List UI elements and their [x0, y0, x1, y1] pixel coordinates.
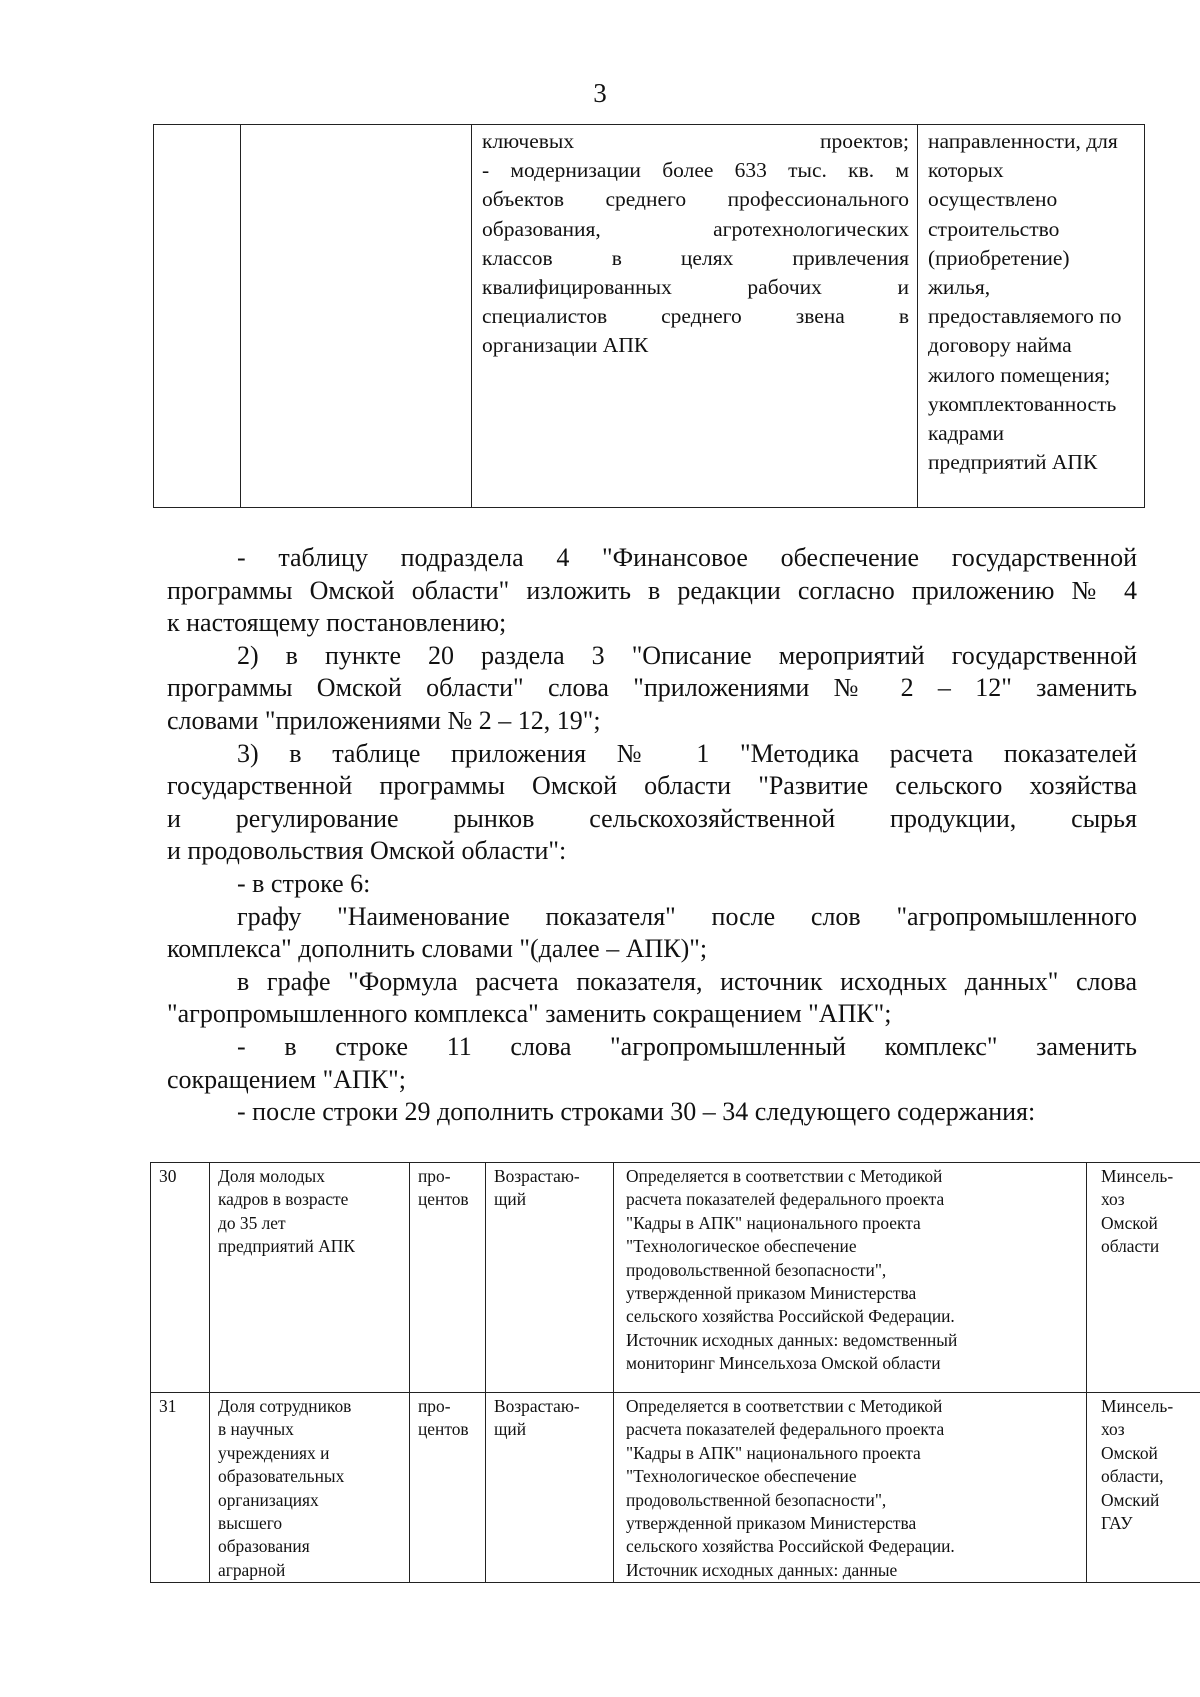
empty-cell-name: [241, 125, 472, 508]
responsible-cell: [1087, 1163, 1200, 1393]
results-line: квалифицированных рабочих и: [482, 274, 909, 299]
cell-line: в научных: [218, 1419, 294, 1440]
cell-line: расчета показателей федерального проекта: [626, 1189, 945, 1210]
cell-line: области,: [1101, 1466, 1164, 1487]
cell-line: продовольственной безопасности",: [626, 1259, 887, 1280]
indicators-cell: [918, 125, 1145, 508]
cell-line: Омской: [1101, 1442, 1158, 1463]
cell-line: образовательных: [218, 1466, 345, 1487]
body-line: - в строке 6:: [237, 868, 371, 898]
cell-line: сельского хозяйства Российской Федерации.: [626, 1306, 955, 1327]
indicators-line: жилого помещения;: [928, 362, 1111, 387]
body-line: к настоящему постановлению;: [167, 608, 507, 638]
body-line: государственной программы Омской области "Развитие сельского хозяйства: [167, 771, 1137, 801]
indicator-name-cell: [210, 1163, 410, 1393]
results-line: специалистов среднего звена в: [482, 304, 909, 329]
unit-cell: [410, 1163, 486, 1393]
cell-line: ГАУ: [1101, 1512, 1133, 1533]
cell-line: хоз: [1101, 1189, 1125, 1210]
body-line: в графе "Формула расчета показателя, источник исходных данных" слова: [237, 966, 1137, 996]
cell-line: высшего: [218, 1512, 283, 1533]
trend-cell: [486, 1163, 614, 1393]
cell-line: щий: [494, 1189, 527, 1210]
cell-line: сельского хозяйства Российской Федерации.: [626, 1536, 955, 1557]
cell-line: "Кадры в АПК" национального проекта: [626, 1212, 921, 1233]
cell-line: Омской: [1101, 1212, 1158, 1233]
cell-line: предприятий АПК: [218, 1236, 355, 1257]
results-line: образования, агротехнологических: [482, 216, 909, 241]
resolution-body: [167, 542, 1137, 1129]
indicators-line: которых: [928, 158, 1004, 183]
results-line: объектов среднего профессионального: [482, 187, 909, 212]
cell-line: Возрастаю-: [494, 1396, 580, 1416]
cell-line: Источник исходных данных: данные: [626, 1559, 898, 1580]
cell-line: образования: [218, 1536, 310, 1557]
cell-line: учреждениях и: [218, 1442, 330, 1463]
cell-line: щий: [494, 1419, 527, 1440]
body-line: комплекса" дополнить словами "(далее – АПК)";: [167, 934, 708, 964]
cell-line: Минсель-: [1101, 1396, 1174, 1416]
cell-line: Минсель-: [1101, 1166, 1174, 1186]
results-line: организации АПК: [482, 333, 649, 358]
cell-line: Определяется в соответствии с Методикой: [626, 1166, 943, 1186]
cell-line: мониторинг Минсельхоза Омской области: [626, 1353, 941, 1374]
row-number: 30: [151, 1163, 210, 1393]
body-line: - после строки 29 дополнить строками 30 – 34 следующего содержания:: [237, 1097, 1036, 1127]
body-line: - таблицу подраздела 4 "Финансовое обеспечение государственной: [237, 543, 1137, 572]
cell-line: продовольственной безопасности",: [626, 1489, 887, 1510]
indicators-line: жилья,: [928, 274, 991, 299]
cell-line: про-: [418, 1396, 451, 1416]
body-line: словами "приложениями № 2 – 12, 19";: [167, 705, 601, 735]
body-line: программы Омской области" слова "приложениями № 2 – 12" заменить: [167, 673, 1137, 703]
cell-line: организациях: [218, 1489, 319, 1510]
indicators-line: (приобретение): [928, 245, 1070, 270]
expected-results-cell: [472, 125, 918, 508]
table-row: [151, 1393, 1200, 1583]
indicators-line: строительство: [928, 216, 1060, 241]
method-cell: [614, 1393, 1087, 1583]
results-line: ключевых проектов;: [482, 129, 909, 153]
page-number: 3: [593, 78, 607, 108]
cell-line: "Кадры в АПК" национального проекта: [626, 1442, 921, 1463]
body-line: 3) в таблице приложения № 1 "Методика расчета показателей: [237, 738, 1137, 768]
body-line: и продовольствия Омской области":: [167, 836, 567, 866]
cell-line: Доля молодых: [218, 1166, 325, 1186]
cell-line: про-: [418, 1166, 451, 1186]
unit-cell: [410, 1393, 486, 1583]
cell-line: до 35 лет: [218, 1212, 286, 1233]
cell-line: утвержденной приказом Министерства: [626, 1512, 917, 1533]
cell-line: расчета показателей федерального проекта: [626, 1419, 945, 1440]
cell-line: Доля сотрудников: [218, 1396, 352, 1416]
body-line: программы Омской области" изложить в редакции согласно приложению № 4: [167, 575, 1137, 605]
indicators-line: договору найма: [928, 333, 1072, 358]
cell-line: области: [1101, 1236, 1160, 1257]
indicators-line: направленности, для: [928, 129, 1118, 153]
body-line: "агропромышленного комплекса" заменить сокращением "АПК";: [167, 999, 892, 1029]
body-line: и регулирование рынков сельскохозяйственной продукции, сырья: [167, 803, 1137, 833]
cell-line: Возрастаю-: [494, 1166, 580, 1186]
responsible-cell: [1087, 1393, 1200, 1583]
indicator-name-cell: [210, 1393, 410, 1583]
cell-line: Источник исходных данных: ведомственный: [626, 1329, 958, 1350]
cell-line: кадров в возрасте: [218, 1189, 349, 1210]
cell-line: "Технологическое обеспечение: [626, 1466, 857, 1487]
body-line: 2) в пункте 20 раздела 3 "Описание мероприятий государственной: [237, 640, 1137, 670]
cell-line: Омский: [1101, 1489, 1160, 1510]
indicators-line: предоставляемого по: [928, 304, 1122, 329]
cell-line: "Технологическое обеспечение: [626, 1236, 857, 1257]
cell-line: Определяется в соответствии с Методикой: [626, 1396, 943, 1416]
body-line: - в строке 11 слова "агропромышленный комплекс" заменить: [237, 1031, 1137, 1061]
cell-line: аграрной: [218, 1559, 286, 1580]
results-line: классов в целях привлечения: [482, 245, 909, 270]
cell-line: хоз: [1101, 1419, 1125, 1440]
results-line: - модернизации более 633 тыс. кв. м: [482, 158, 909, 183]
row-number: 31: [151, 1393, 210, 1583]
body-line: графу "Наименование показателя" после слов "агропромышленного: [237, 901, 1137, 931]
cell-line: утвержденной приказом Министерства: [626, 1282, 917, 1303]
trend-cell: [486, 1393, 614, 1583]
continuation-table: [153, 124, 1145, 508]
indicators-table: [150, 1162, 1200, 1583]
empty-cell-number: [154, 125, 241, 508]
indicators-line: укомплектованность: [928, 391, 1117, 416]
indicators-line: кадрами: [928, 420, 1005, 445]
indicators-line: предприятий АПК: [928, 450, 1098, 475]
method-cell: [614, 1163, 1087, 1393]
cell-line: центов: [418, 1419, 469, 1440]
cell-line: центов: [418, 1189, 469, 1210]
table-row: [151, 1163, 1200, 1393]
indicators-line: осуществлено: [928, 187, 1058, 212]
body-line: сокращением "АПК";: [167, 1064, 406, 1094]
